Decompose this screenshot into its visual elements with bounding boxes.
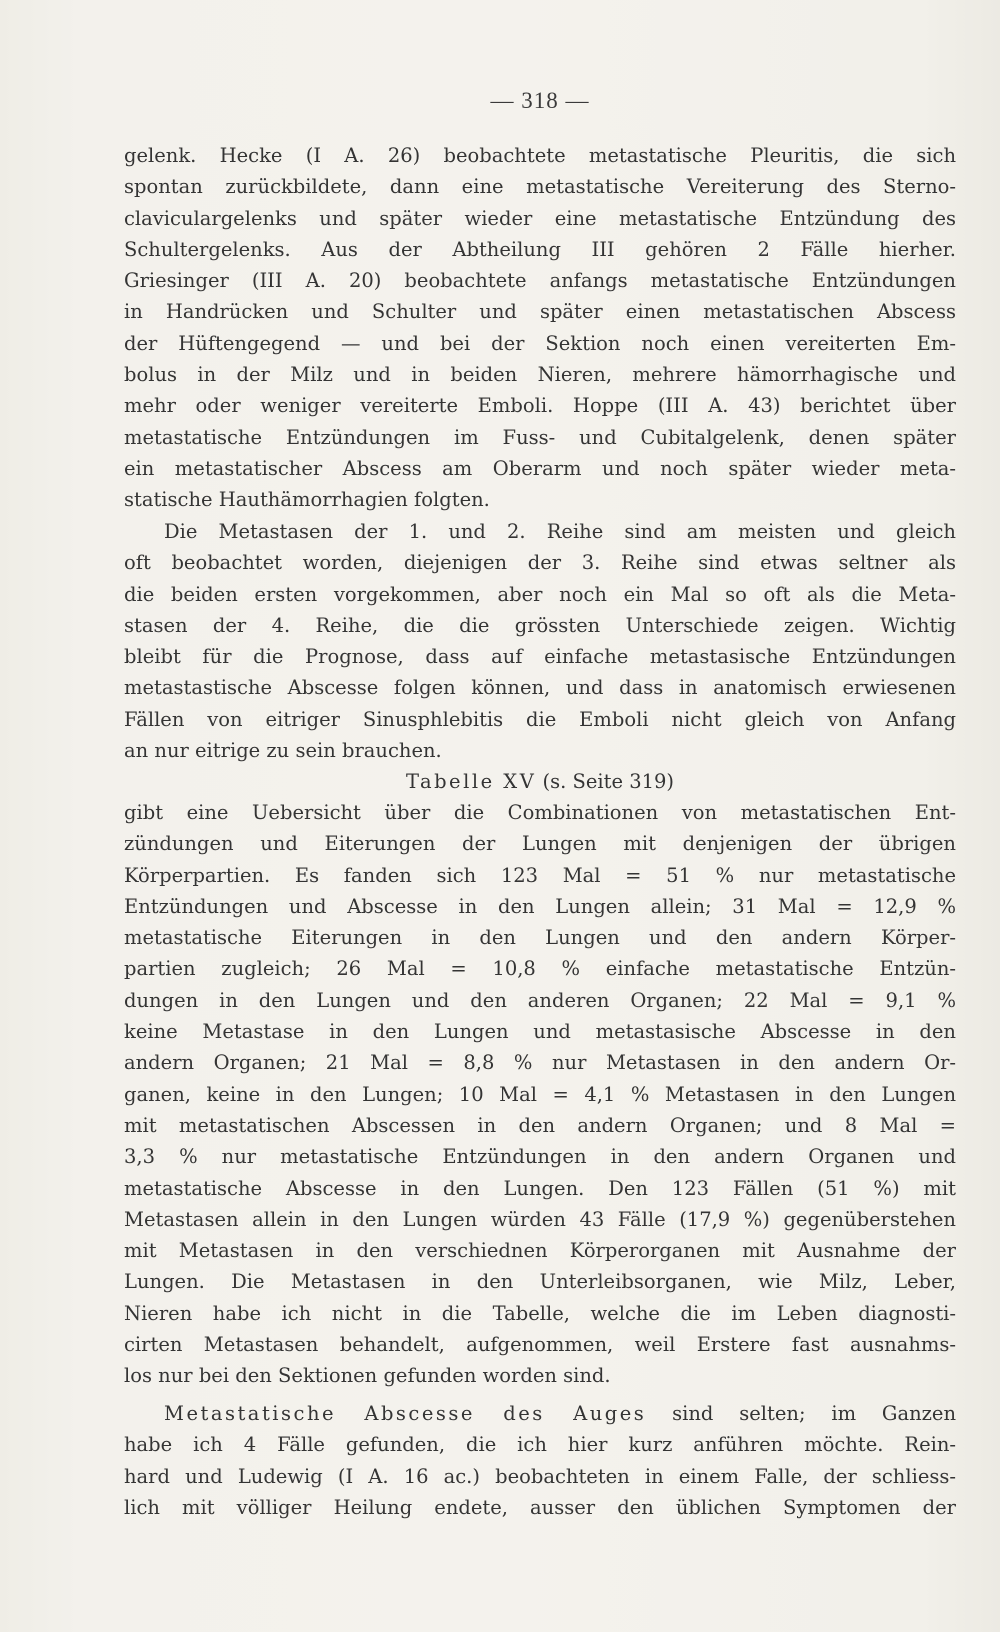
text-line: dungen in den Lungen und den anderen Organen; 22 Mal = 9,1 % [124,988,956,1012]
text-line: Körperpartien. Es fanden sich 123 Mal = 51 % nur metastatische [124,863,956,887]
paragraph-1 [124,140,956,516]
text-line: ganen, keine in den Lungen; 10 Mal = 4,1 % Metastasen in den Lungen [124,1082,956,1106]
text-line: Schultergelenks. Aus der Abtheilung III gehören 2 Fälle hierher. [124,237,956,261]
text-line: habe ich 4 Fälle gefunden, die ich hier kurz anführen möchte. Rein- [124,1433,956,1457]
paragraph-4 [124,1398,956,1523]
text-line: oft beobachtet worden, diejenigen der 3. Reihe sind etwas seltner als [124,551,956,575]
text-line-rest: sind selten; im Ganzen [646,1402,957,1425]
section-heading-inline: Metastatische Abscesse des Auges [164,1402,647,1425]
text-line: in Handrücken und Schulter und später einen metastatischen Abscess [124,300,956,324]
text-line: der Hüftengegend — und bei der Sektion noch einen vereiterten Em- [124,331,956,355]
paragraph-2 [124,516,956,766]
text-line: Fällen von eitriger Sinusphlebitis die Emboli nicht gleich von Anfang [124,707,956,731]
paragraph-3 [124,797,956,1392]
text-line: Entzündungen und Abscesse in den Lungen allein; 31 Mal = 12,9 % [124,894,956,918]
text-line: metastatische Eiterungen in den Lungen und den andern Körper- [124,926,956,950]
text-line: bleibt für die Prognose, dass auf einfache metastasische Entzündungen [124,645,956,669]
page-number: — 318 — [490,88,590,113]
text-line: mit metastatischen Abscessen in den andern Organen; und 8 Mal = [124,1113,956,1137]
table-reference-line [124,766,956,797]
text-line: andern Organen; 21 Mal = 8,8 % nur Metastasen in den andern Or- [124,1051,956,1075]
table-reference-page: (s. Seite 319) [536,770,675,793]
text-line: los nur bei den Sektionen gefunden worden sind. [124,1364,611,1388]
text-line: stasen der 4. Reihe, die die grössten Unterschiede zeigen. Wichtig [124,613,956,637]
text-line: cirten Metastasen behandelt, aufgenommen, weil Erstere fast ausnahms- [124,1333,956,1357]
text-line [124,1398,956,1429]
text-line: mit Metastasen in den verschiednen Körperorganen mit Ausnahme der [124,1239,956,1263]
text-line: lich mit völliger Heilung endete, ausser den üblichen Symptomen der [124,1495,956,1519]
text-line: statische Hauthämorrhagien folgten. [124,488,490,512]
text-line: metastatische Entzündungen im Fuss- und Cubitalgelenk, denen später [124,425,956,449]
text-line: gelenk. Hecke (I A. 26) beobachtete metastatische Pleuritis, die sich [124,144,956,167]
table-reference [124,766,956,797]
text-line: die beiden ersten vorgekommen, aber noch ein Mal so oft als die Meta- [124,582,956,606]
text-line: Griesinger (III A. 20) beobachtete anfangs metastatische Entzündungen [124,269,956,293]
text-line: Nieren habe ich nicht in die Tabelle, welche die im Leben diagnosti- [124,1301,956,1325]
text-line: Lungen. Die Metastasen in den Unterleibsorganen, wie Milz, Leber, [124,1270,956,1294]
text-line: partien zugleich; 26 Mal = 10,8 % einfache metastatische Entzün- [124,957,956,981]
text-line: claviculargelenks und später wieder eine metastatische Entzündung des [124,206,956,230]
text-line: an nur eitrige zu sein brauchen. [124,739,442,763]
text-line: keine Metastase in den Lungen und metastasische Abscesse in den [124,1020,956,1044]
table-reference-title: Tabelle XV [405,770,537,793]
text-line: mehr oder weniger vereiterte Emboli. Hoppe (III A. 43) berichtet über [124,394,956,418]
text-line: spontan zurückbildete, dann eine metastatische Vereiterung des Sterno- [124,175,956,199]
text-line: 3,3 % nur metastatische Entzündungen in den andern Organen und [124,1145,956,1169]
text-line: bolus in der Milz und in beiden Nieren, mehrere hämorrhagische und [124,363,956,387]
text-line: Die Metastasen der 1. und 2. Reihe sind am meisten und gleich [164,520,956,543]
text-line: zündungen und Eiterungen der Lungen mit denjenigen der übrigen [124,832,956,856]
text-line: metastastische Abscesse folgen können, und dass in anatomisch erwiesenen [124,676,956,700]
text-line: gibt eine Uebersicht über die Combinationen von metastatischen Ent- [124,801,956,824]
text-line: ein metastatischer Abscess am Oberarm und noch später wieder meta- [124,456,956,480]
text-line: metastatische Abscesse in den Lungen. Den 123 Fällen (51 %) mit [124,1176,956,1200]
text-line: Metastasen allein in den Lungen würden 43 Fälle (17,9 %) gegenüberstehen [124,1207,956,1231]
text-line: hard und Ludewig (I A. 16 ac.) beobachteten in einem Falle, der schliess- [124,1464,956,1488]
